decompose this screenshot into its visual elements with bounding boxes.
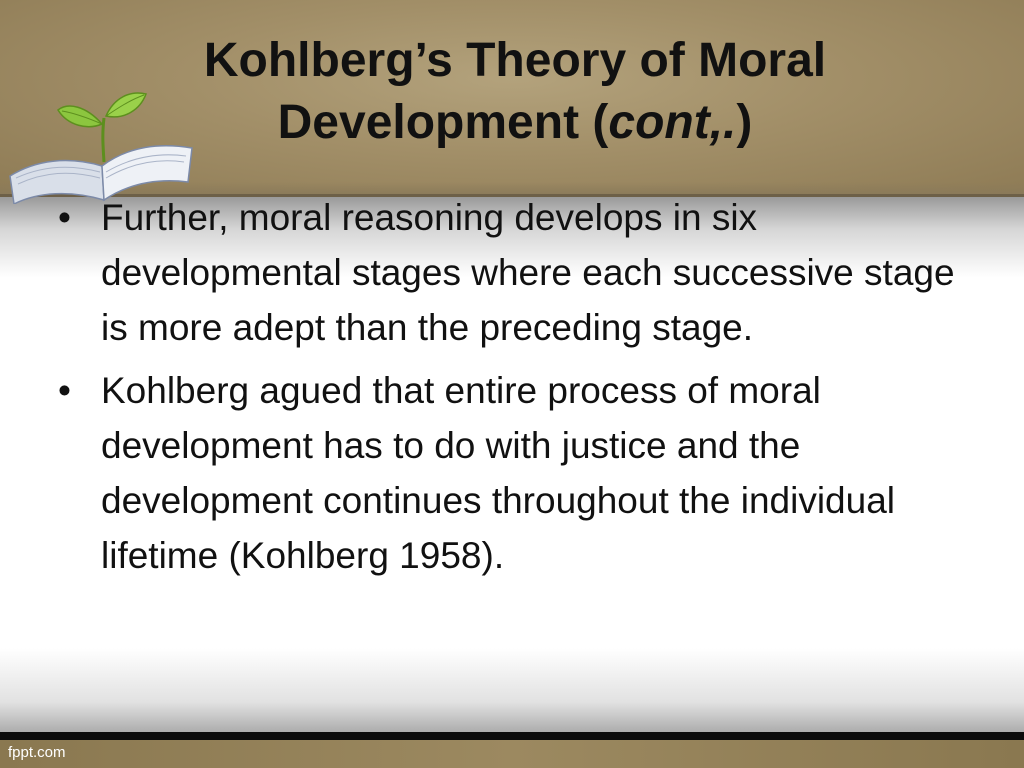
bullet-item bbox=[58, 190, 988, 355]
title-line-1: Kohlberg’s Theory of Moral bbox=[203, 34, 827, 87]
footer-text: fppt.com bbox=[8, 744, 66, 761]
title-line-2-prefix: Development ( bbox=[277, 96, 609, 149]
bullet-list bbox=[58, 190, 988, 591]
bullet-item bbox=[58, 363, 988, 583]
footer-band bbox=[0, 740, 1024, 768]
footer-divider bbox=[0, 732, 1024, 740]
title-line-2-italic: cont,. bbox=[608, 96, 737, 149]
title-line-2-suffix: ) bbox=[736, 96, 753, 149]
bullet-text: Kohlberg agued that entire process of moral development has to do with justice and the development continues throughout the individual lifetime (Kohlberg 1958). bbox=[101, 370, 896, 576]
bullet-marker: • bbox=[58, 370, 71, 411]
bullet-marker: • bbox=[58, 197, 71, 238]
slide-title bbox=[110, 30, 920, 154]
bullet-text: Further, moral reasoning develops in six developmental stages where each successive stage is more adept than the preceding stage. bbox=[101, 197, 955, 348]
